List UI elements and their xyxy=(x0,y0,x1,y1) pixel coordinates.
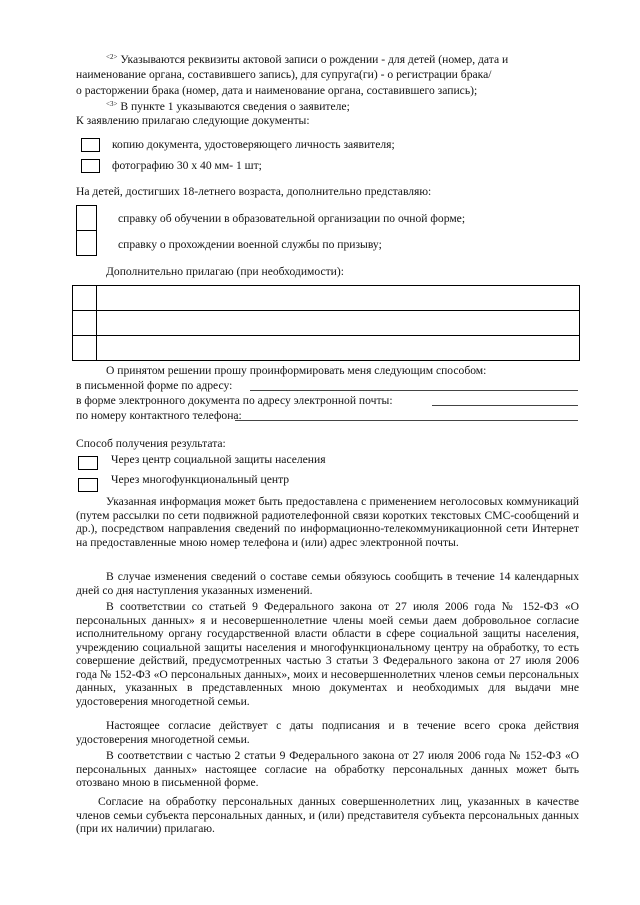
table-cell-document[interactable] xyxy=(97,286,580,311)
footnote-2-line-3: о расторжении брака (номер, дата и наименование органа, составившего запись); xyxy=(76,84,478,97)
attachments-heading: К заявлению прилагаю следующие документы: xyxy=(76,114,310,127)
table-row xyxy=(73,336,580,361)
notify-option-phone: по номеру контактного телефона: xyxy=(76,409,242,422)
table-cell-marker[interactable] xyxy=(73,311,97,336)
additional-heading: Дополнительно прилагаю (при необходимости): xyxy=(106,265,344,278)
additional-documents-table xyxy=(72,285,580,361)
adult-item-1: справку об обучении в образовательной организации по очной форме; xyxy=(118,212,466,225)
table-row xyxy=(73,311,580,336)
adult-checkbox-2[interactable] xyxy=(76,230,97,256)
adult-checkbox-1[interactable] xyxy=(76,205,97,231)
result-option-2: Через многофункциональный центр xyxy=(111,473,290,486)
paragraph-info-delivery: Указанная информация может быть предоставлена с применением неголосовых коммуникаций (путем рассылки по сети подвижной радиотелефонной связи коротких текстовых СМС-сообщений и др.), посредством направления сведений по информационно-телекоммуникационной сети Интернет на предоставленные мною номер телефона и (или) адрес электронной почты. xyxy=(76,495,579,549)
notify-heading: О принятом решении прошу проинформировать меня следующим способом: xyxy=(106,364,487,377)
notify-address-field[interactable] xyxy=(250,390,578,391)
attachment-item-2: фотографию 30 х 40 мм- 1 шт; xyxy=(112,159,262,172)
notify-option-address: в письменной форме по адресу: xyxy=(76,379,233,392)
attachment-checkbox-2[interactable] xyxy=(81,159,100,173)
footnote-2-line-2: наименование органа, составившего запись), для супруга(ги) - о регистрации брака/ xyxy=(76,68,492,81)
attachment-checkbox-1[interactable] xyxy=(81,138,100,152)
notify-option-email: в форме электронного документа по адресу электронной почты: xyxy=(76,394,393,407)
table-cell-document[interactable] xyxy=(97,336,580,361)
footnote-3-mark: <3> xyxy=(106,100,118,108)
paragraph-consent-validity: Настоящее согласие действует с даты подписания и в течение всего срока действия удостоверения многодетной семьи. xyxy=(76,719,579,746)
paragraph-change-notice: В случае изменения сведений о составе семьи обязуюсь сообщить в течение 14 календарных дней со дня наступления указанных изменений. xyxy=(76,570,579,597)
result-heading: Способ получения результата: xyxy=(76,437,226,450)
result-option-1: Через центр социальной защиты населения xyxy=(111,453,326,466)
footnote-2-line-1: $^{<2>}$ Указываются реквизиты актовой записи о рождении - для детей (номер, дата и xyxy=(106,53,509,66)
result-checkbox-1[interactable] xyxy=(78,456,98,470)
footnote-3: $^{<3>}$ В пункте 1 указываются сведения о заявителе; xyxy=(106,100,350,113)
footnote-2-mark: <2> xyxy=(106,53,118,61)
table-cell-marker[interactable] xyxy=(73,286,97,311)
adult-children-heading: На детей, достигших 18-летнего возраста, дополнительно представляю: xyxy=(76,185,432,198)
paragraph-consent: В соответствии со статьей 9 Федерального закона от 27 июля 2006 года № 152-ФЗ «О персональных данных» я и несовершеннолетние члены моей семьи даем добровольное согласие исполнительному органу государственной власти области в сфере социальной защиты населения, учреждению социальной защиты населения и многофункциональному центру на обработку, то есть совершение действий, предусмотренных частью 3 статьи 3 Федерального закона от 27 июля 2006 года № 152-ФЗ «О персональных данных», моих и несовершеннолетних членов семьи персональных данных, указанных в представленных мною документах и необходимых для выдачи мне удостоверения многодетной семьи. xyxy=(76,600,579,708)
notify-email-field[interactable] xyxy=(432,405,578,406)
adult-item-2: справку о прохождении военной службы по призыву; xyxy=(118,238,382,251)
notify-phone-field[interactable] xyxy=(235,420,578,421)
paragraph-consent-revocation: В соответствии с частью 2 статьи 9 Федерального закона от 27 июля 2006 года № 152-ФЗ «О персональных данных» настоящее согласие на обработку персональных данных может быть отозвано мною в письменной форме. xyxy=(76,749,579,789)
table-row xyxy=(73,286,580,311)
paragraph-adult-consent: Согласие на обработку персональных данных совершеннолетних лиц, указанных в качестве членов семьи субъекта персональных данных, и (или) представителя субъекта персональных данных (при их наличии) прилагаю. xyxy=(76,795,579,835)
attachment-item-1: копию документа, удостоверяющего личность заявителя; xyxy=(112,138,395,151)
table-cell-document[interactable] xyxy=(97,311,580,336)
table-cell-marker[interactable] xyxy=(73,336,97,361)
result-checkbox-2[interactable] xyxy=(78,478,98,492)
